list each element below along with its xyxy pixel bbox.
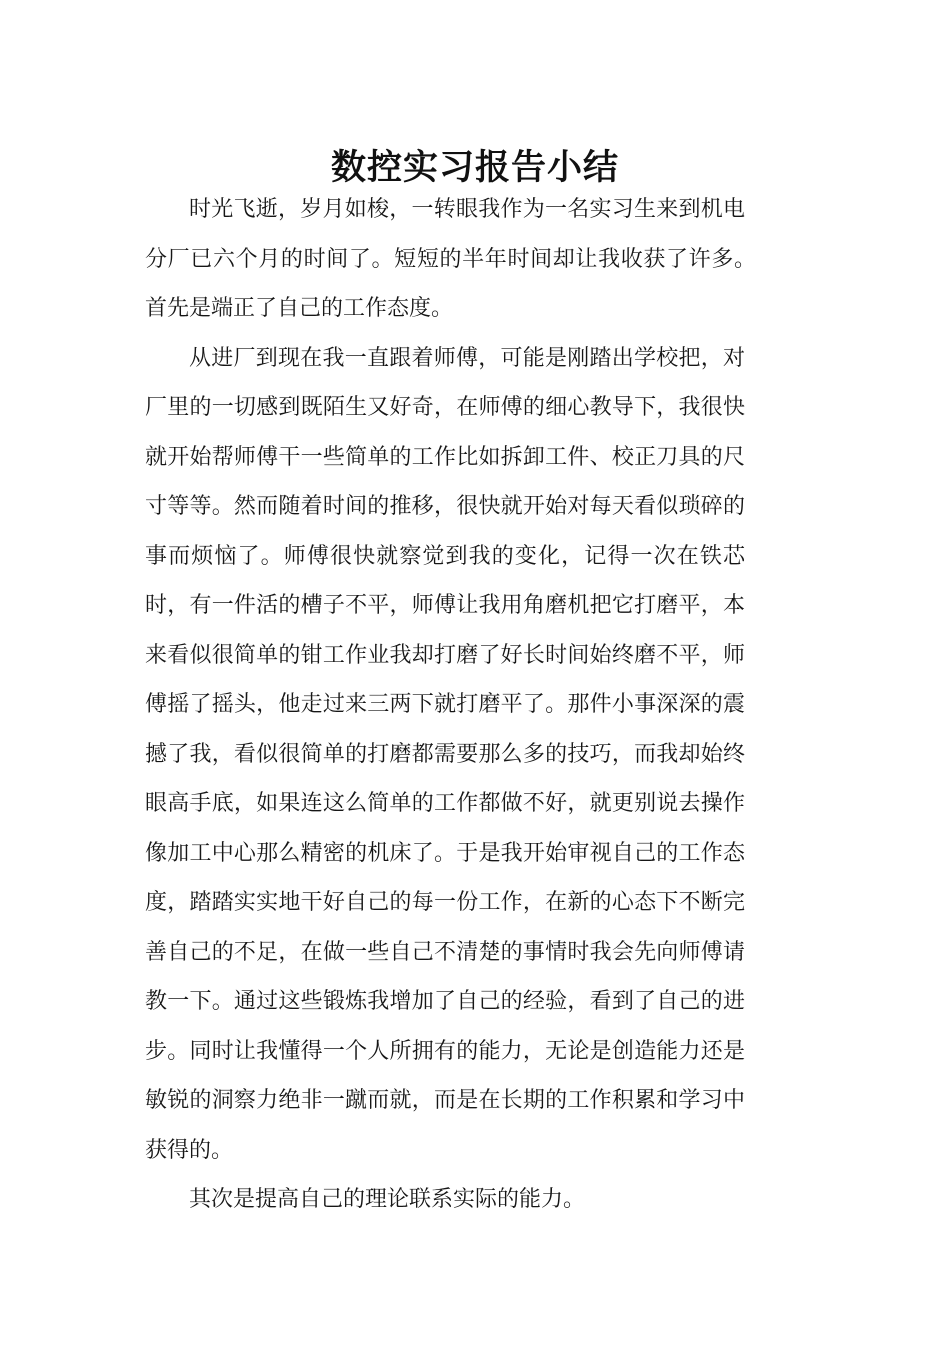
paragraph-1: 时光飞逝，岁月如梭，一转眼我作为一名实习生来到机电分厂已六个月的时间了。短短的半年时间却让我收获了许多。 首先是端正了自己的工作态度。 xyxy=(145,197,768,321)
paragraph-3: 其次是提高自己的理论联系实际的能力。 xyxy=(189,1187,586,1212)
document-title: 数控实习报告小结 xyxy=(330,147,619,189)
paragraph-2: 从进厂到现在我一直跟着师傅，可能是刚踏出学校把，对厂里的一切感到既陌生又好奇，在师傅的细心教导下，我很快就开始帮师傅干一些简单的工作比如拆卸工件、校正刀具的尺寸等等。然而随着时间的推移，很快就开始对每天看似琐碎的事而烦恼了。师傅很快就察觉到我的变化，记得一次在铁芯时，有一件活的槽子不平，师傅让我用角磨机把它打磨平，本来看似很简单的钳工作业我却打磨了好长时间始终磨不平，师傅摇了摇头，他走过来三两下就打磨平了。那件小事深深的震撼了我，看似很简单的打磨都需要那么多的技巧，而我却始终眼高手底，如果连这么简单的工作都做不好，就更别说去操作像加工中心那么精密的机床了。于是我开始审视自己的工作态度，踏踏实实地干好自己的每一份工作，在新的心态下不断完善自己的不足，在做一些自己不清楚的事情时我会先向师傅请教一下。通过这些锻炼我增加了自己的经验，看到了自己的进步。同时让我懂得一个人所拥有的能力，无论是创造能力还是敏锐的洞察力绝非一蹴而就，而是在长期的工作积累和学习中获得的。 xyxy=(145,345,745,1163)
document-body xyxy=(145,185,768,1225)
